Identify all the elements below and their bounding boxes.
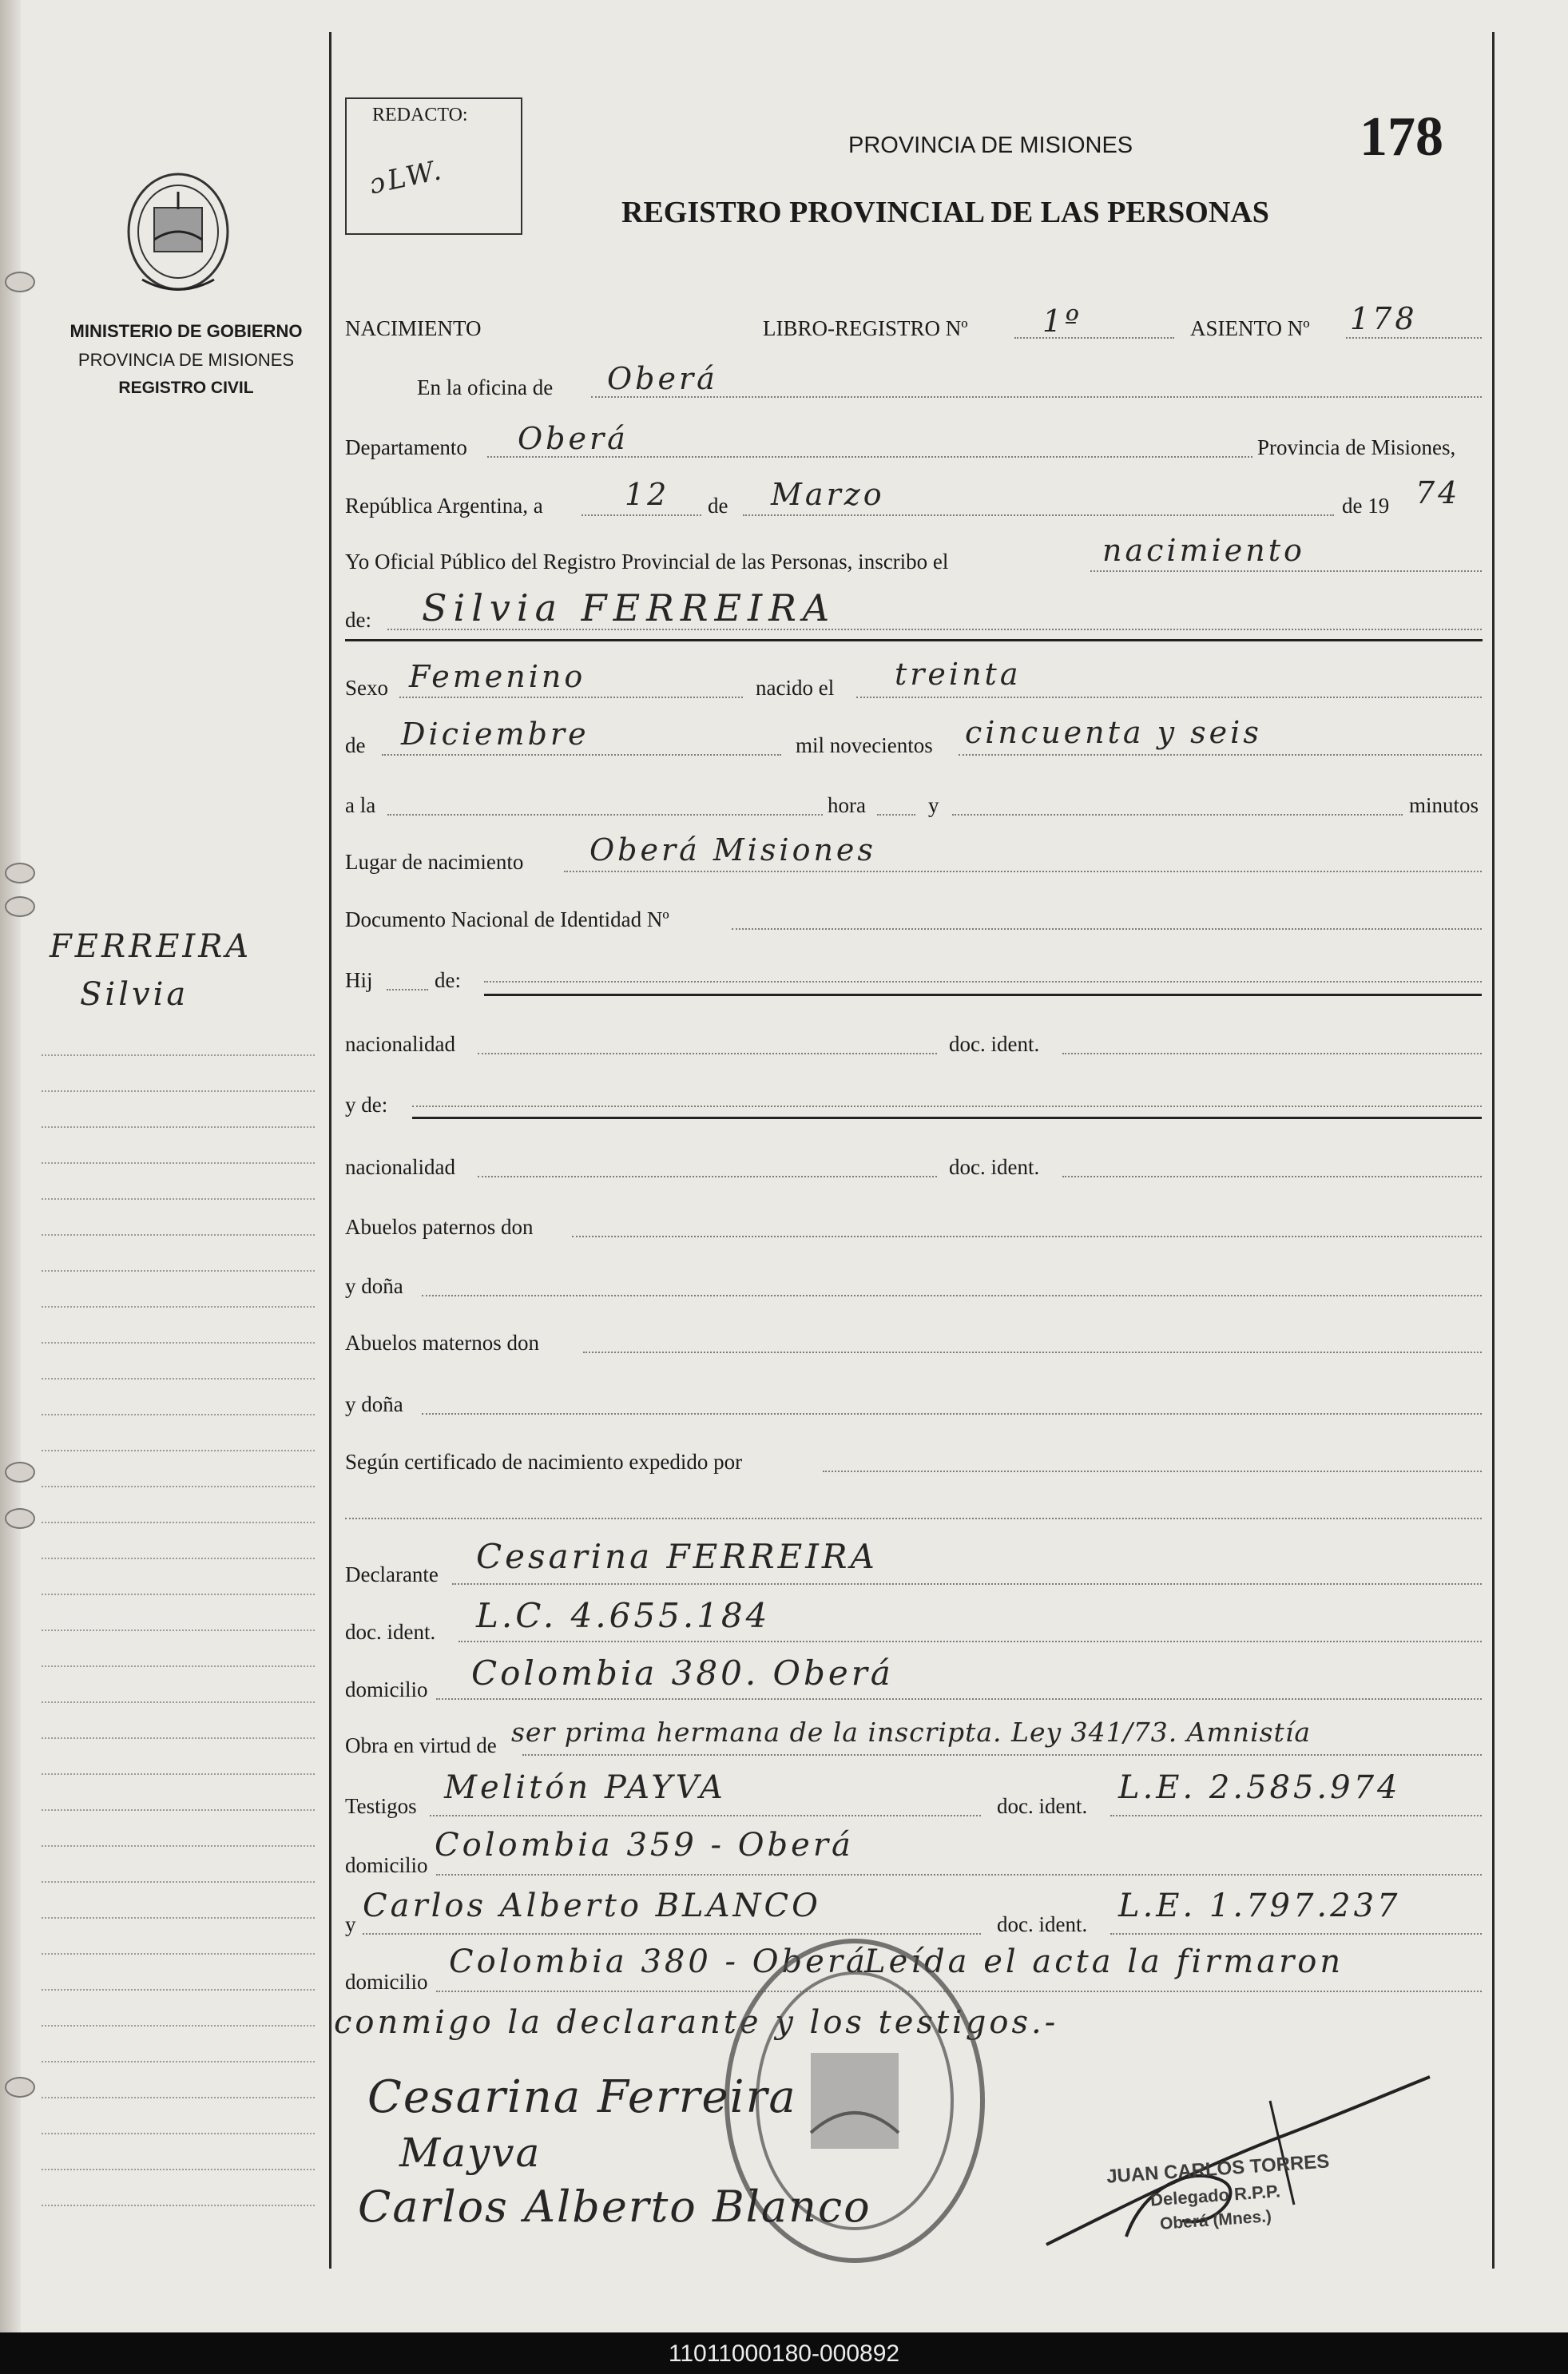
doc-ident-label: doc. ident.: [949, 1155, 1040, 1179]
sexo-label: Sexo: [345, 676, 388, 700]
margin-line: [42, 1809, 315, 1811]
folio-number: 178: [1360, 106, 1443, 168]
provincia-label: Provincia de Misiones,: [1257, 435, 1456, 459]
abuelos-paternos-label: Abuelos paternos don: [345, 1215, 534, 1239]
asiento-line: [1346, 337, 1482, 339]
signature-testigo2: Carlos Alberto Blanco: [358, 2181, 871, 2232]
domicilio-label: domicilio: [345, 1970, 428, 1994]
minutos-label: minutos: [1409, 793, 1479, 817]
province-heading: PROVINCIA DE MISIONES: [848, 133, 1133, 158]
binding-hole: [5, 1508, 35, 1529]
mes-nac-value: Diciembre: [401, 717, 589, 752]
nacionalidad-label: nacionalidad: [345, 1155, 455, 1179]
binding-hole: [5, 2077, 35, 2098]
anio-value: 74: [1415, 475, 1461, 510]
redacto-initials: ɔLW.: [366, 153, 447, 201]
margin-line: [42, 1306, 315, 1308]
margin-line: [42, 1162, 315, 1164]
ministry-name: MINISTERIO DE GOBIERNO: [69, 321, 303, 341]
libro-value: 1º: [1042, 304, 1083, 339]
a-la-label: a la: [345, 793, 376, 817]
margin-line: [42, 1558, 315, 1559]
nacido-value: treinta: [895, 657, 1022, 692]
inscribo-line: [1090, 570, 1482, 572]
domicilio-label: domicilio: [345, 1853, 428, 1877]
nacionalidad-line: [478, 1053, 937, 1054]
testigo1-line: [430, 1815, 981, 1816]
testigo2-doc-value: L.E. 1.797.237: [1118, 1888, 1401, 1924]
segun-line: [823, 1471, 1482, 1472]
doc-ident-line: [1062, 1176, 1482, 1177]
margin-line: [42, 1522, 315, 1523]
margin-line: [42, 2061, 315, 2062]
republica-label: República Argentina, a: [345, 494, 543, 518]
official-stamp-place: Oberá (Mnes.): [1159, 2207, 1272, 2233]
binding-hole: [5, 863, 35, 883]
dia-value: 12: [625, 477, 670, 512]
a-la-line: [387, 814, 823, 816]
asiento-value: 178: [1350, 301, 1418, 336]
testigo2-domicilio-value: Colombia 380 - Oberá: [449, 1943, 868, 1980]
signature-declarante: Cesarina Ferreira: [367, 2071, 797, 2123]
y-label: y: [345, 1912, 356, 1936]
hora-label: hora: [828, 793, 866, 817]
obra-line: [522, 1754, 1482, 1756]
documento-line: [732, 928, 1482, 930]
y-label: y: [928, 793, 939, 817]
right-rule: [1492, 32, 1495, 2269]
margin-line: [42, 1630, 315, 1631]
inscribo-value: nacimiento: [1102, 533, 1305, 568]
de-label: de: [708, 494, 728, 518]
margin-line: [42, 1665, 315, 1667]
declarante-doc-value: L.C. 4.655.184: [476, 1596, 771, 1635]
margin-line: [42, 1773, 315, 1775]
binding-hole: [5, 1462, 35, 1483]
nacimiento-label: NACIMIENTO: [345, 316, 482, 340]
margin-line: [42, 1234, 315, 1236]
hij-de-label: de:: [435, 968, 461, 992]
mes-line: [743, 514, 1334, 516]
departamento-line: [487, 456, 1252, 458]
registry-title: REGISTRO PROVINCIAL DE LAS PERSONAS: [621, 196, 1269, 229]
margin-given-name: Silvia: [80, 976, 189, 1013]
declarante-domicilio-line: [436, 1698, 1482, 1700]
margin-line: [42, 1737, 315, 1739]
testigo2-doc-line: [1110, 1933, 1482, 1935]
de-colon-label: de:: [345, 608, 371, 632]
documento-label: Documento Nacional de Identidad Nº: [345, 907, 669, 931]
margin-line: [42, 1989, 315, 1991]
hij-label: Hij: [345, 968, 373, 992]
margin-line: [42, 1594, 315, 1595]
binding-hole: [5, 896, 35, 917]
registered-name: Silvia FERREIRA: [422, 586, 836, 629]
mes-value: Marzo: [771, 477, 885, 512]
declarante-line: [452, 1583, 1482, 1585]
doc-ident-label: doc. ident.: [997, 1794, 1088, 1818]
margin-line: [42, 1054, 315, 1056]
margin-line: [42, 1126, 315, 1128]
margin-line: [42, 1881, 315, 1883]
nacionalidad-line: [478, 1176, 937, 1177]
lugar-line: [564, 871, 1482, 872]
declarante-label: Declarante: [345, 1562, 439, 1586]
segun-line-2: [345, 1518, 1482, 1519]
lugar-value: Oberá Misiones: [589, 832, 876, 867]
de-month-label: de: [345, 733, 366, 757]
segun-label: Según certificado de nacimiento expedido por: [345, 1450, 743, 1474]
official-stamp-name: JUAN CARLOS TORRES: [1106, 2150, 1331, 2188]
ministry-province: PROVINCIA DE MISIONES: [77, 350, 295, 370]
libro-label: LIBRO-REGISTRO Nº: [763, 316, 968, 340]
abuelos-paternos-line: [572, 1236, 1482, 1237]
nacido-label: nacido el: [756, 676, 835, 700]
doc-ident-label: doc. ident.: [949, 1032, 1040, 1056]
margin-line: [42, 1701, 315, 1703]
redacto-label: REDACTO:: [372, 105, 468, 125]
anio-nac-line: [959, 754, 1482, 756]
margin-line: [42, 1342, 315, 1344]
margin-rule: [329, 32, 331, 2269]
dona-label: y doña: [345, 1392, 403, 1416]
dona-label: y doña: [345, 1274, 403, 1298]
margin-line: [42, 1486, 315, 1487]
margin-line: [42, 1090, 315, 1092]
madre-dotted-line: [412, 1106, 1482, 1107]
nacionalidad-label: nacionalidad: [345, 1032, 455, 1056]
margin-line: [42, 1270, 315, 1272]
sexo-value: Femenino: [409, 659, 586, 694]
margin-line: [42, 2205, 315, 2206]
inscription-statement: Yo Oficial Público del Registro Provincial de las Personas, inscribo el: [345, 550, 949, 574]
declarante-domicilio-value: Colombia 380. Oberá: [471, 1653, 894, 1693]
abuelos-maternos-line: [583, 1352, 1482, 1353]
dona-line: [422, 1295, 1482, 1296]
oficina-label: En la oficina de: [417, 375, 554, 399]
official-stamp-title: Delegado R.P.P.: [1149, 2181, 1281, 2210]
testigo1-domicilio-value: Colombia 359 - Oberá: [435, 1827, 854, 1864]
margin-line: [42, 1414, 315, 1415]
margin-line: [42, 2169, 315, 2170]
doc-ident-label: doc. ident.: [997, 1912, 1088, 1936]
abuelos-maternos-label: Abuelos maternos don: [345, 1331, 539, 1355]
dia-line: [582, 514, 701, 516]
lugar-label: Lugar de nacimiento: [345, 850, 524, 874]
testigo1-doc-value: L.E. 2.585.974: [1118, 1769, 1401, 1806]
margin-surname: FERREIRA: [50, 928, 252, 965]
margin-line: [42, 1198, 315, 1200]
anio-nac-value: cincuenta y seis: [965, 715, 1262, 750]
obra-label: Obra en virtud de: [345, 1733, 497, 1757]
testigo1-doc-line: [1110, 1815, 1482, 1816]
oficina-line: [591, 396, 1482, 398]
doc-ident-label: doc. ident.: [345, 1620, 436, 1644]
testigos-label: Testigos: [345, 1794, 417, 1818]
year-prefix-label: de 19: [1342, 494, 1390, 518]
departamento-label: Departamento: [345, 435, 467, 459]
declarante-value: Cesarina FERREIRA: [476, 1537, 878, 1576]
section-rule: [345, 639, 1483, 641]
domicilio-label: domicilio: [345, 1677, 428, 1701]
y-de-label: y de:: [345, 1093, 388, 1117]
declarante-doc-line: [458, 1641, 1482, 1642]
margin-line: [42, 1845, 315, 1847]
testigo1-value: Melitón PAYVA: [444, 1769, 726, 1806]
closing-text-2: conmigo la declarante y los testigos.-: [334, 2004, 1059, 2041]
binding-spine: [0, 0, 21, 2332]
obra-value: ser prima hermana de la inscripta. Ley 341/73. Amnistía: [511, 1717, 1312, 1748]
sexo-line: [399, 697, 743, 698]
mes-nac-line: [382, 754, 781, 756]
asiento-label: ASIENTO Nº: [1190, 316, 1310, 340]
scan-file-id: 11011000180-000892: [668, 2340, 900, 2367]
libro-line: [1014, 337, 1174, 339]
margin-line: [42, 1917, 315, 1919]
margin-line: [42, 1378, 315, 1380]
departamento-value: Oberá: [518, 421, 629, 456]
oficina-value: Oberá: [607, 361, 718, 396]
testigo2-value: Carlos Alberto BLANCO: [363, 1888, 821, 1924]
closing-text-1: Leída el acta la firmaron: [864, 1943, 1344, 1980]
padre-strike-line: [484, 994, 1482, 996]
margin-line: [42, 2133, 315, 2134]
padre-dotted-line: [484, 981, 1482, 983]
nacido-line: [856, 697, 1482, 698]
margin-line: [42, 1450, 315, 1451]
testigo1-domicilio-line: [436, 1874, 1482, 1876]
ministry-registry: REGISTRO CIVIL: [118, 379, 254, 397]
provincial-seal-icon: [118, 168, 238, 304]
signature-testigo1: Mayva: [399, 2130, 542, 2176]
mil-novecientos-label: mil novecientos: [796, 733, 933, 757]
margin-line: [42, 2025, 315, 2027]
binding-hole: [5, 272, 35, 292]
margin-line: [42, 2097, 315, 2098]
hora-line: [877, 814, 915, 816]
margin-line: [42, 1953, 315, 1955]
doc-ident-line: [1062, 1053, 1482, 1054]
madre-strike-line: [412, 1117, 1482, 1119]
dona-line: [422, 1413, 1482, 1415]
hij-line: [387, 989, 428, 990]
minutos-line: [952, 814, 1403, 816]
